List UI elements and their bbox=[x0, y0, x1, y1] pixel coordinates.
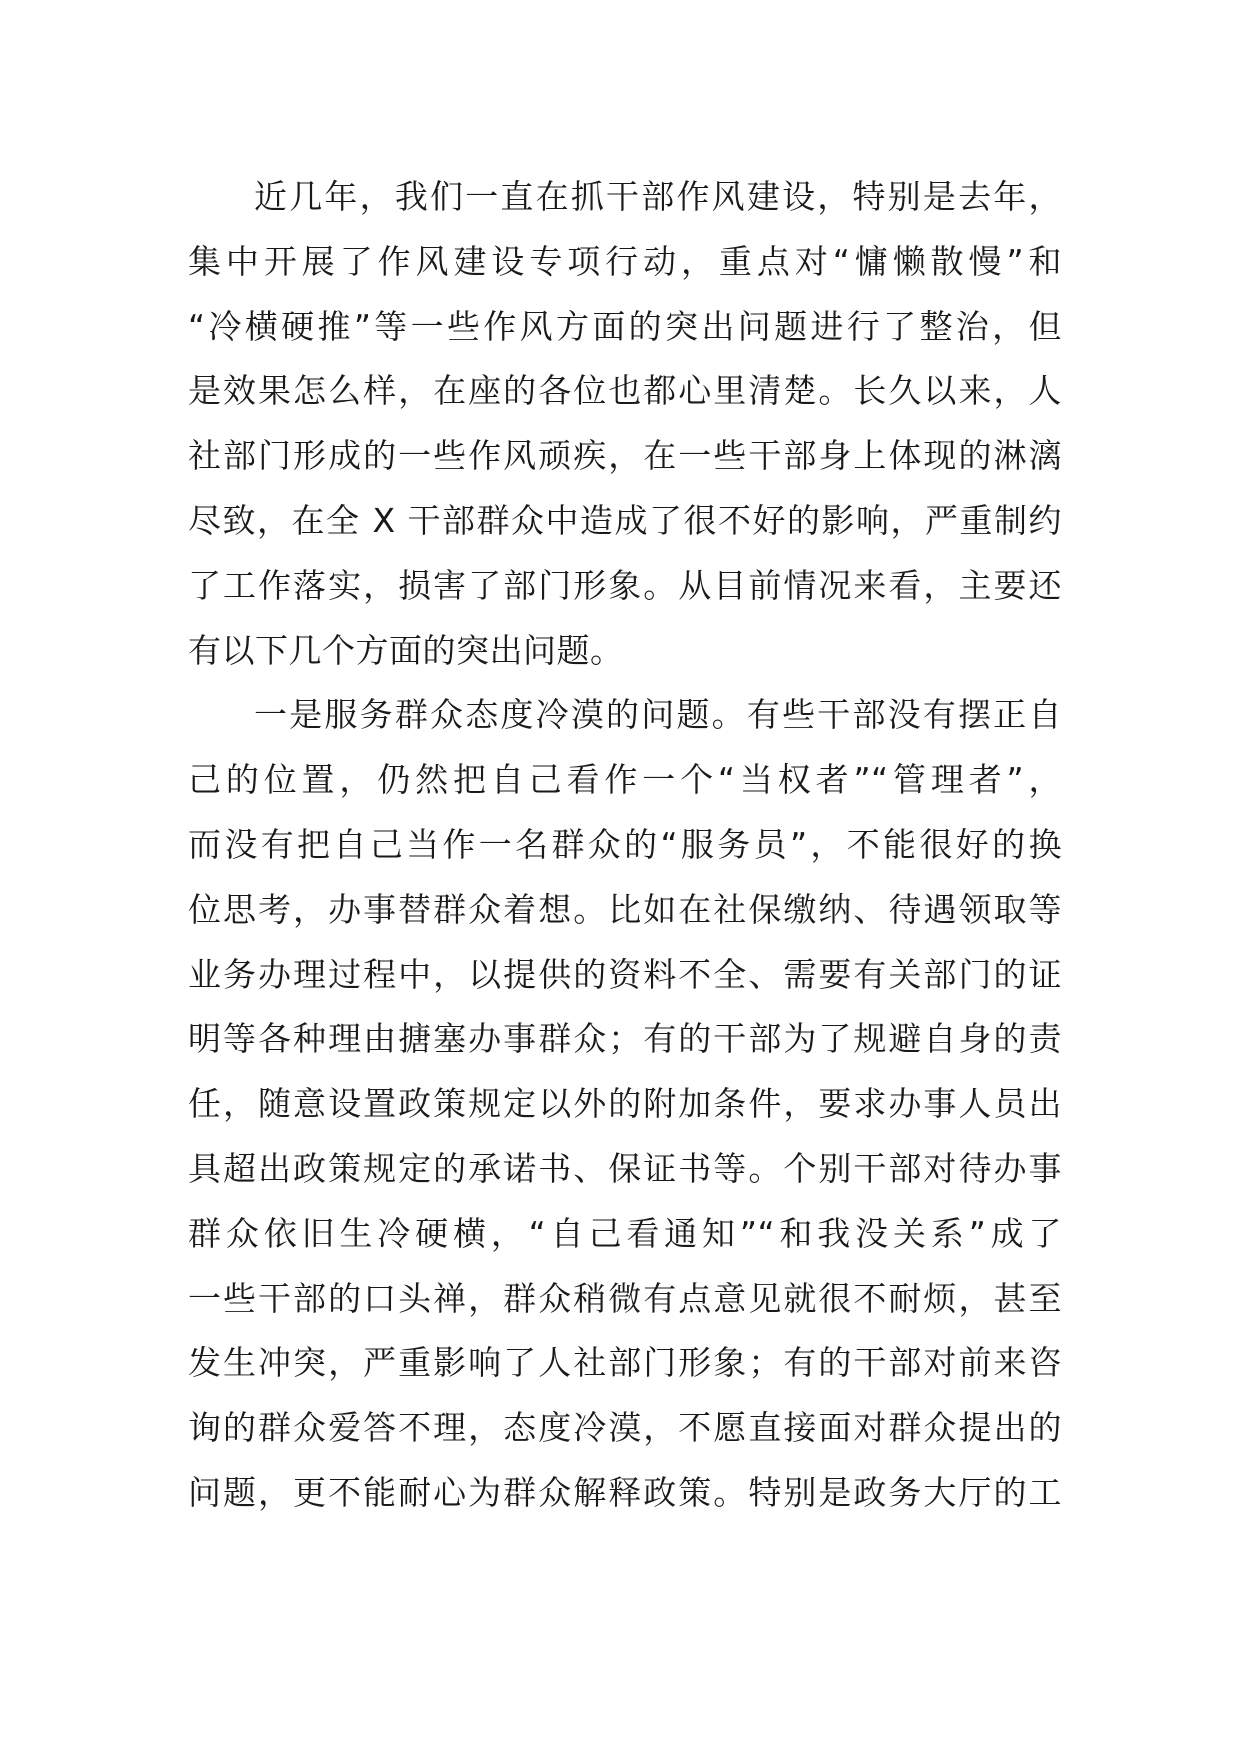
text-line: 近几年，我们一直在抓干部作风建设，特别是去年， bbox=[254, 177, 1062, 216]
paragraph-2 bbox=[188, 683, 1062, 1525]
paragraph-1 bbox=[188, 165, 1062, 683]
text-line: 集中开展了作风建设专项行动，重点对“慵懒散慢”和 bbox=[188, 241, 1062, 281]
text-line: 明等各种理由搪塞办事群众；有的干部为了规避自身的责 bbox=[188, 1019, 1062, 1059]
text-line: 而没有把自己当作一名群众的“服务员”，不能很好的换 bbox=[188, 824, 1062, 864]
text-line: 一些干部的口头禅，群众稍微有点意见就很不耐烦，甚至 bbox=[188, 1278, 1062, 1318]
text-line: 尽致，在全 X 干部群众中造成了很不好的影响，严重制约 bbox=[188, 500, 1062, 540]
text-line: 己的位置，仍然把自己看作一个“当权者”“管理者”， bbox=[188, 760, 1062, 800]
text-line: 是效果怎么样，在座的各位也都心里清楚。长久以来，人 bbox=[188, 371, 1062, 411]
text-line: 一是服务群众态度冷漠的问题。有些干部没有摆正自 bbox=[254, 695, 1062, 735]
text-line: 任，随意设置政策规定以外的附加条件，要求办事人员出 bbox=[188, 1084, 1062, 1124]
text-line: “冷横硬推”等一些作风方面的突出问题进行了整治，但 bbox=[188, 306, 1062, 346]
text-line: 询的群众爱答不理，态度冷漠，不愿直接面对群众提出的 bbox=[188, 1408, 1062, 1448]
text-line: 位思考，办事替群众着想。比如在社保缴纳、待遇领取等 bbox=[188, 889, 1062, 929]
text-line: 群众依旧生冷硬横，“自己看通知”“和我没关系”成了 bbox=[188, 1213, 1062, 1253]
text-line: 问题，更不能耐心为群众解释政策。特别是政务大厅的工 bbox=[188, 1472, 1062, 1512]
text-line: 有以下几个方面的突出问题。 bbox=[188, 630, 624, 670]
text-line: 具超出政策规定的承诺书、保证书等。个别干部对待办事 bbox=[188, 1148, 1062, 1188]
text-line: 社部门形成的一些作风顽疾，在一些干部身上体现的淋漓 bbox=[188, 436, 1062, 476]
body-text bbox=[188, 165, 1062, 1526]
text-line: 业务办理过程中，以提供的资料不全、需要有关部门的证 bbox=[188, 954, 1062, 994]
text-line: 了工作落实，损害了部门形象。从目前情况来看，主要还 bbox=[188, 565, 1062, 605]
text-line: 发生冲突，严重影响了人社部门形象；有的干部对前来咨 bbox=[188, 1343, 1062, 1383]
